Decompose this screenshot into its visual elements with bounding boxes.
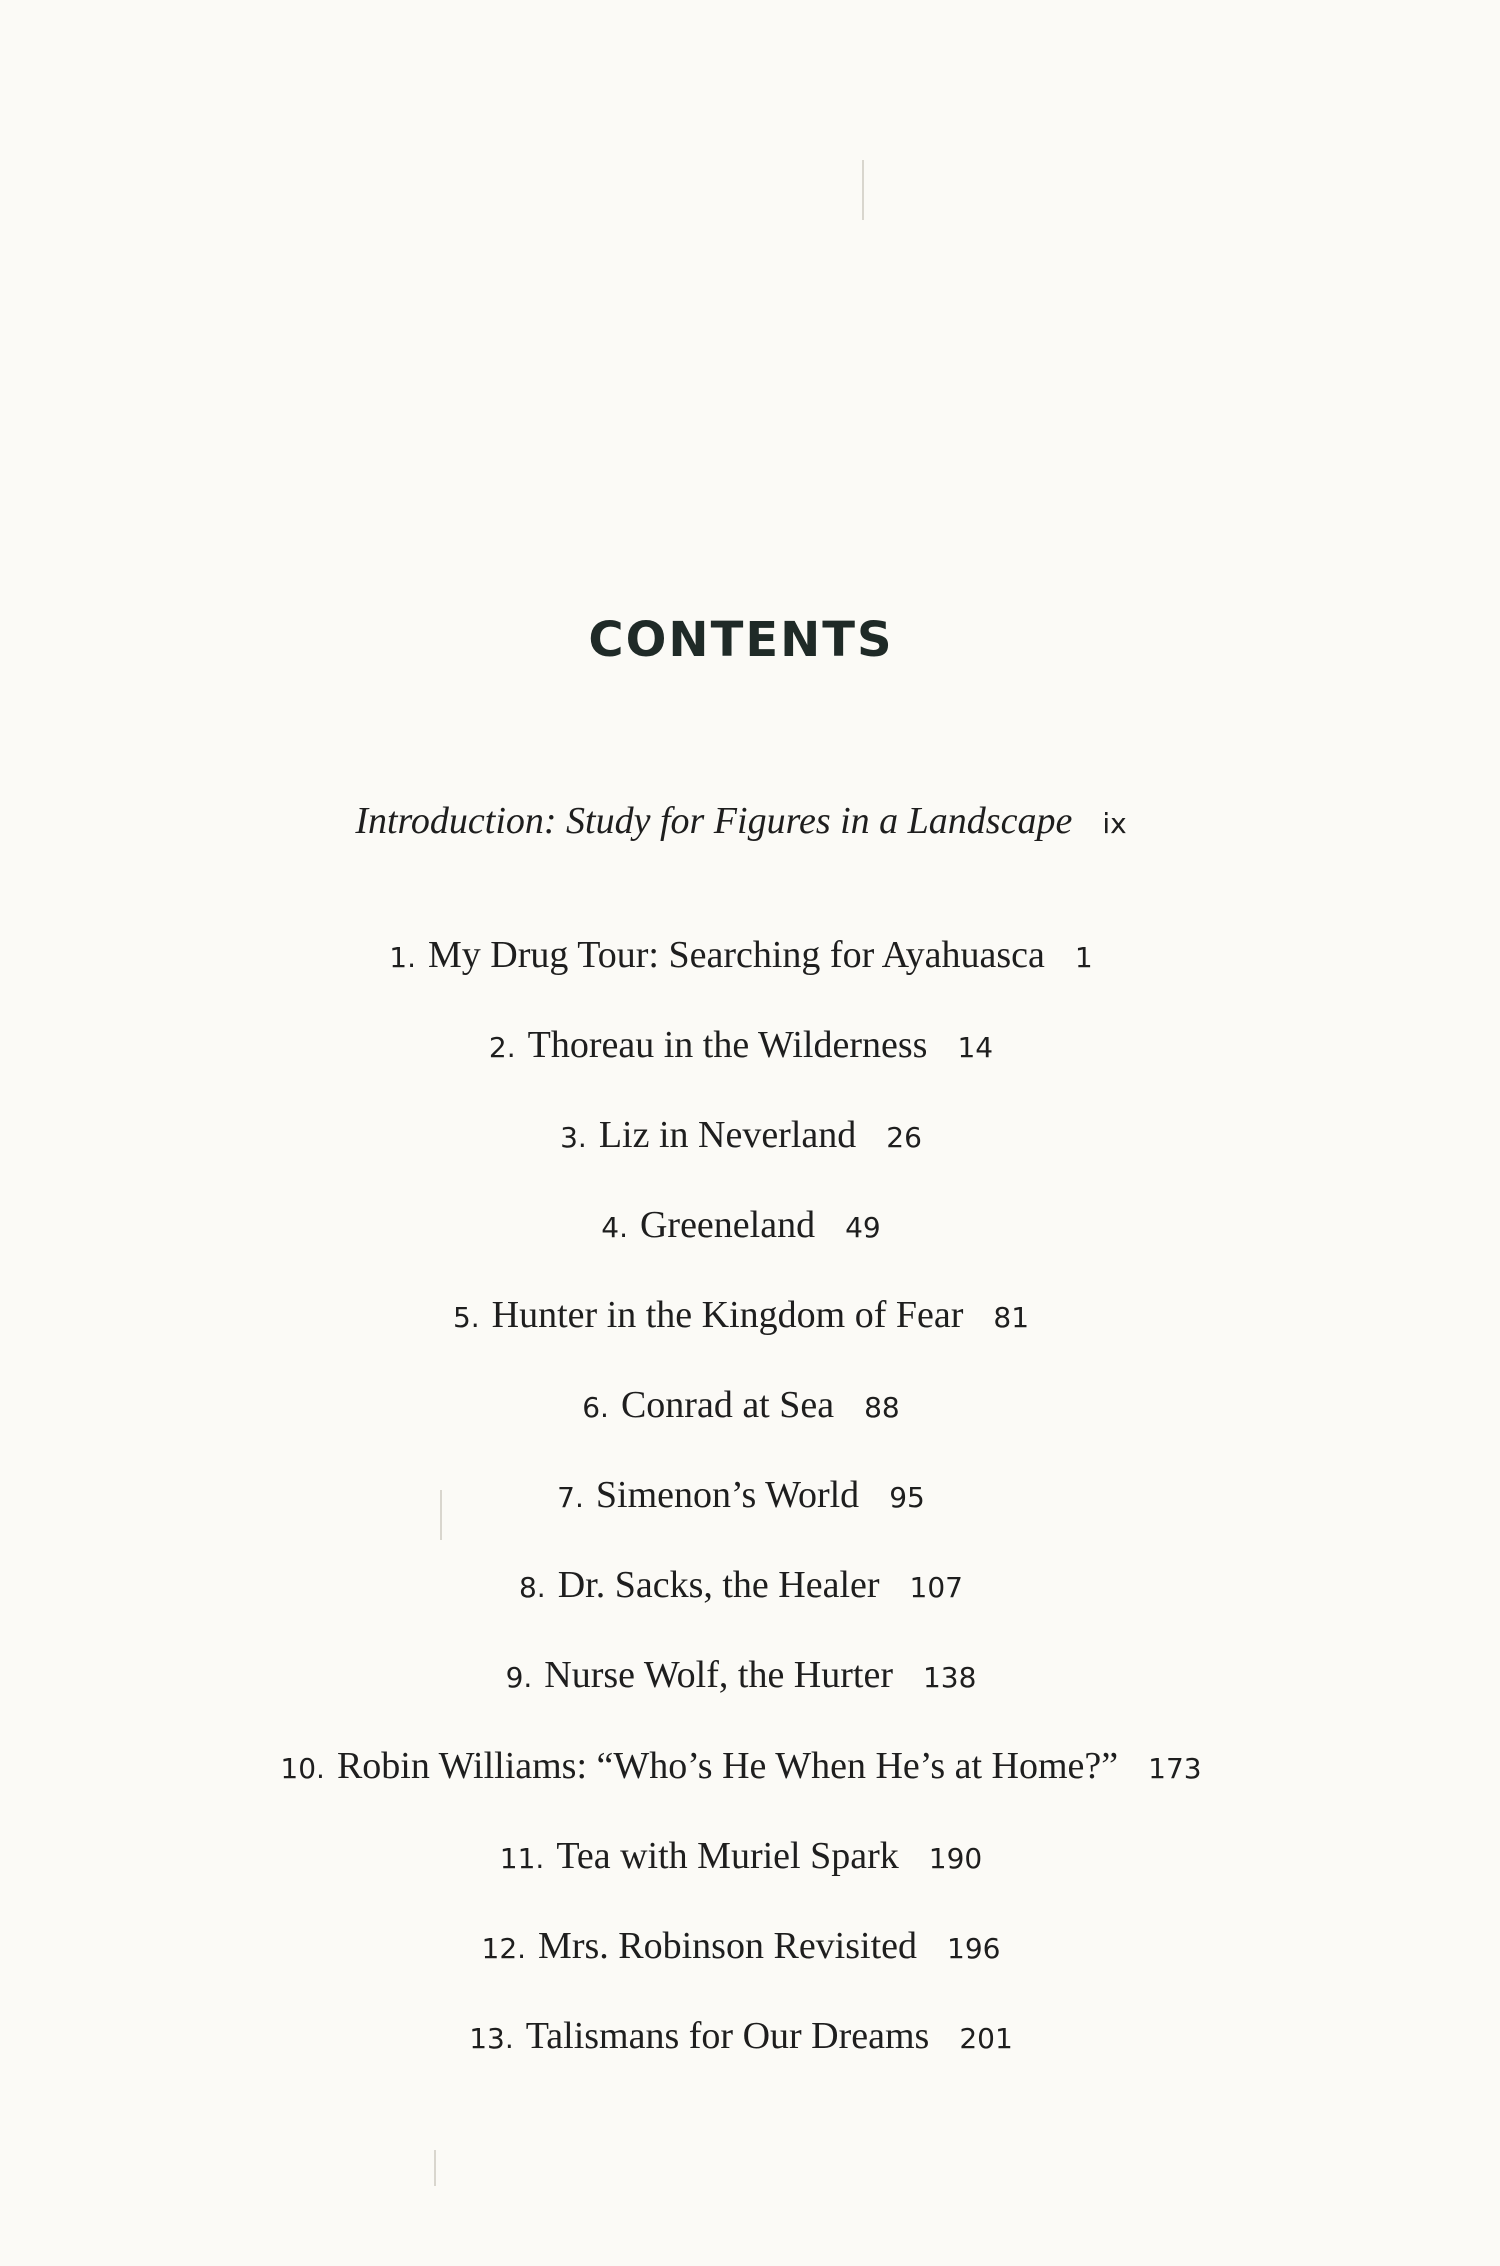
- toc-entry-page: 81: [993, 1301, 1030, 1334]
- toc-entry-number: 10.: [280, 1752, 325, 1785]
- toc-entry-title: Introduction: Study for Figures in a Landscape: [355, 800, 1073, 842]
- toc-entry-page: 173: [1148, 1752, 1202, 1785]
- toc-entry-title: Tea with Muriel Spark: [556, 1835, 899, 1877]
- toc-entry-page: 88: [864, 1391, 900, 1424]
- toc-entry-number: 8.: [518, 1571, 546, 1604]
- toc-entry[interactable]: [0, 1290, 1482, 1348]
- toc-entry[interactable]: [0, 2011, 1482, 2069]
- toc-entry[interactable]: [0, 1650, 1482, 1708]
- toc-entry[interactable]: [0, 1380, 1482, 1438]
- toc-entry-title: My Drug Tour: Searching for Ayahuasca: [428, 934, 1045, 976]
- toc-entry-page: 95: [889, 1481, 925, 1514]
- toc-entry-number: 5.: [452, 1301, 480, 1334]
- toc-entry-number: 9.: [505, 1661, 533, 1694]
- toc-entry-title: Greeneland: [639, 1204, 816, 1246]
- toc-entry-title: Simenon’s World: [595, 1474, 860, 1516]
- toc-entry-number: 4.: [601, 1211, 628, 1244]
- toc-entry-title: Conrad at Sea: [620, 1384, 835, 1426]
- toc-entry-number: 2.: [488, 1031, 516, 1064]
- toc-entry-page: 26: [886, 1121, 922, 1154]
- toc-entry-page: 190: [928, 1842, 983, 1875]
- toc-entry-number: 6.: [582, 1391, 609, 1424]
- toc-entry-page: 196: [947, 1932, 1001, 1965]
- toc-entry-title: Thoreau in the Wilderness: [527, 1024, 928, 1066]
- toc-entry-number: 13.: [469, 2022, 514, 2055]
- toc-entry[interactable]: [0, 1921, 1482, 1979]
- contents-heading: CONTENTS: [588, 612, 894, 668]
- toc-entry[interactable]: [0, 1560, 1482, 1618]
- toc-entry-title: Liz in Neverland: [598, 1114, 857, 1156]
- toc-entry-title: Robin Williams: “Who’s He When He’s at Home?”: [336, 1745, 1119, 1787]
- toc-entry-title: Hunter in the Kingdom of Fear: [491, 1294, 964, 1336]
- toc-entry-number: 1.: [389, 941, 417, 974]
- toc-entry-number: 3.: [560, 1121, 587, 1154]
- toc-entry-number: 12.: [481, 1932, 527, 1965]
- toc-entry[interactable]: [0, 1200, 1482, 1258]
- toc-entry-page: ix: [1102, 807, 1127, 840]
- toc-entry-number: 11.: [499, 1842, 545, 1875]
- toc-entry-page: 49: [845, 1211, 881, 1244]
- toc-entry-title: Dr. Sacks, the Healer: [557, 1564, 880, 1606]
- toc-entry-page: 201: [959, 2022, 1013, 2055]
- toc-entry-page: 1: [1074, 941, 1093, 974]
- toc-entry-page: 107: [909, 1571, 963, 1604]
- toc-entry[interactable]: [0, 1831, 1482, 1889]
- toc-entry-page: 14: [957, 1031, 994, 1064]
- toc-entry[interactable]: [0, 1110, 1482, 1168]
- toc-entry[interactable]: [0, 1470, 1482, 1528]
- toc-entry-page: 138: [922, 1661, 977, 1694]
- toc-entry[interactable]: [0, 930, 1482, 988]
- toc-entry[interactable]: [0, 1020, 1482, 1078]
- toc-entry-introduction[interactable]: [0, 796, 1482, 854]
- scan-artifact: [862, 160, 864, 220]
- toc-entry-title: Nurse Wolf, the Hurter: [544, 1654, 893, 1696]
- toc-entry-title: Talismans for Our Dreams: [525, 2015, 930, 2057]
- toc-entry-title: Mrs. Robinson Revisited: [538, 1925, 918, 1967]
- scan-artifact: [434, 2150, 436, 2186]
- toc-entry-number: 7.: [557, 1481, 584, 1514]
- toc-entry[interactable]: [0, 1741, 1482, 1799]
